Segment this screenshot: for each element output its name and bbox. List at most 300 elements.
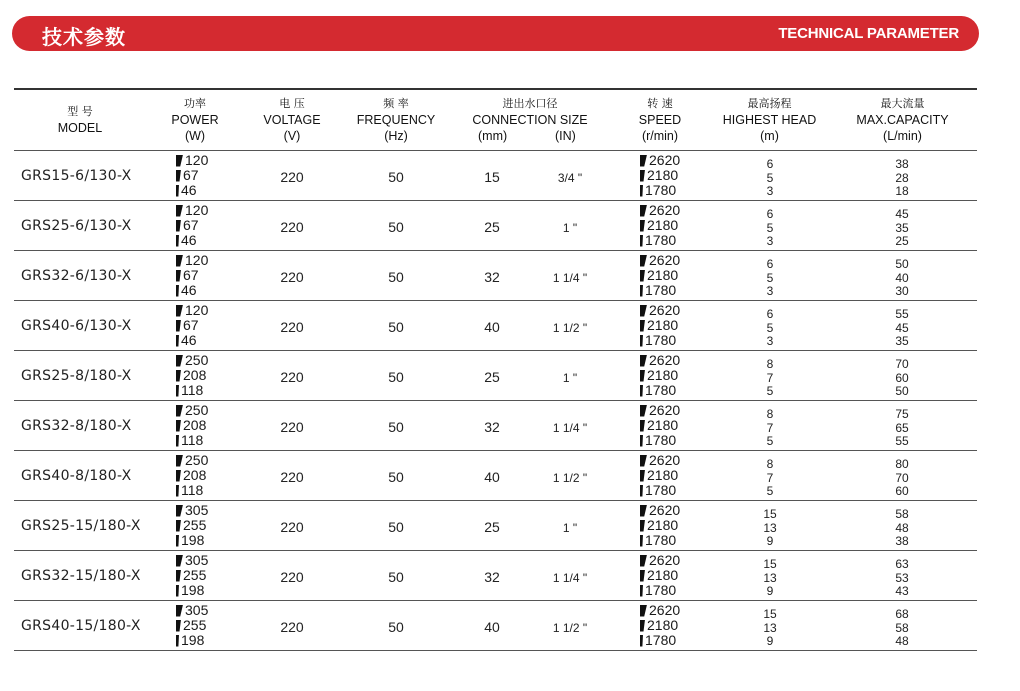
speed-wedge-icon <box>176 220 181 232</box>
capacity-list <box>872 558 932 599</box>
head-list <box>740 508 800 549</box>
power-value: 120 <box>185 252 209 268</box>
power-value: 118 <box>181 482 204 498</box>
speed-wedge-icon <box>640 370 645 382</box>
speed-wedge-icon <box>176 270 181 282</box>
head-list <box>740 558 800 599</box>
capacity-value: 18 <box>895 184 909 198</box>
capacity-value: 80 <box>895 457 909 471</box>
speed-level <box>640 318 680 333</box>
capacity-list <box>872 608 932 649</box>
speed-level <box>640 603 680 618</box>
head-list <box>740 358 800 399</box>
speed-value: 1780 <box>645 232 677 248</box>
row-divider <box>14 250 977 251</box>
connection-mm-value: 32 <box>484 419 500 435</box>
power-level <box>176 183 208 198</box>
voltage-value: 220 <box>280 369 304 385</box>
power-level <box>176 383 208 398</box>
speed-level <box>640 583 680 598</box>
speed-value: 2620 <box>649 352 681 368</box>
power-value: 305 <box>185 502 209 518</box>
power-list <box>176 253 208 298</box>
capacity-value: 48 <box>895 520 909 535</box>
speed-value: 1780 <box>645 332 677 348</box>
speed-value: 2620 <box>649 152 681 168</box>
speed-wedge-icon <box>176 520 181 532</box>
speed-wedge-icon <box>640 305 647 317</box>
speed-level <box>640 253 680 268</box>
connection-inch-value: 1 " <box>562 221 578 235</box>
head-value: 5 <box>766 220 774 235</box>
speed-level <box>640 303 680 318</box>
speed-wedge-icon <box>176 535 179 547</box>
power-value: 198 <box>181 532 205 548</box>
speed-level <box>640 153 680 168</box>
power-list <box>176 553 208 598</box>
header-speed: 转 速 SPEED (r/min) <box>638 97 682 143</box>
capacity-value: 50 <box>895 384 909 398</box>
speed-level <box>640 383 680 398</box>
speed-wedge-icon <box>640 385 643 397</box>
power-level <box>176 618 208 633</box>
speed-level <box>640 283 680 298</box>
speed-value: 1780 <box>645 582 677 598</box>
power-level <box>176 633 208 648</box>
capacity-value: 68 <box>895 607 909 621</box>
power-level <box>176 233 208 248</box>
power-list <box>176 303 208 348</box>
row-divider <box>14 650 977 651</box>
table-top-rule <box>14 88 977 90</box>
capacity-value: 53 <box>895 570 909 585</box>
speed-wedge-icon <box>640 505 647 517</box>
speed-wedge-icon <box>640 405 647 417</box>
speed-level <box>640 533 680 548</box>
frequency-value: 50 <box>388 369 404 385</box>
head-value: 5 <box>766 320 774 335</box>
head-list <box>740 458 800 499</box>
power-value: 67 <box>183 217 199 233</box>
connection-mm-value: 15 <box>484 169 500 185</box>
capacity-list <box>872 458 932 499</box>
power-value: 208 <box>183 467 207 483</box>
power-level <box>176 318 208 333</box>
power-list <box>176 153 208 198</box>
connection-mm-value: 32 <box>484 569 500 585</box>
speed-level <box>640 183 680 198</box>
capacity-value: 38 <box>895 157 909 171</box>
power-list <box>176 453 208 498</box>
head-value: 8 <box>766 407 774 421</box>
head-value: 7 <box>766 470 774 485</box>
capacity-value: 45 <box>895 207 909 221</box>
speed-wedge-icon <box>640 520 645 532</box>
capacity-value: 25 <box>895 234 909 248</box>
speed-wedge-icon <box>640 205 647 217</box>
speed-value: 2180 <box>647 217 679 233</box>
capacity-value: 30 <box>895 284 909 298</box>
capacity-list <box>872 208 932 249</box>
speed-value: 1780 <box>645 382 677 398</box>
frequency-value: 50 <box>388 619 404 635</box>
speed-level <box>640 403 680 418</box>
head-value: 7 <box>766 370 774 385</box>
speed-level <box>640 483 680 498</box>
speed-value: 1780 <box>645 482 677 498</box>
speed-wedge-icon <box>176 185 179 197</box>
head-value: 3 <box>766 334 774 348</box>
speed-wedge-icon <box>640 185 643 197</box>
speed-wedge-icon <box>176 155 183 167</box>
speed-value: 2180 <box>647 617 679 633</box>
voltage-value: 220 <box>280 519 304 535</box>
frequency-value: 50 <box>388 519 404 535</box>
speed-level <box>640 218 680 233</box>
head-value: 5 <box>766 384 774 398</box>
speed-wedge-icon <box>640 470 645 482</box>
model-name: GRS40-8/180-X <box>21 468 132 484</box>
head-value: 3 <box>766 184 774 198</box>
speed-level <box>640 518 680 533</box>
power-value: 46 <box>181 332 197 348</box>
speed-wedge-icon <box>640 570 645 582</box>
speed-wedge-icon <box>176 585 179 597</box>
speed-list <box>640 603 680 648</box>
speed-wedge-icon <box>640 335 643 347</box>
connection-mm-value: 40 <box>484 469 500 485</box>
speed-wedge-icon <box>176 355 183 367</box>
head-value: 15 <box>763 607 777 621</box>
speed-value: 1780 <box>645 282 677 298</box>
speed-wedge-icon <box>176 285 179 297</box>
capacity-value: 70 <box>895 470 909 485</box>
row-divider <box>14 400 977 401</box>
speed-wedge-icon <box>640 485 643 497</box>
power-list <box>176 403 208 448</box>
speed-wedge-icon <box>176 635 179 647</box>
speed-value: 2180 <box>647 517 679 533</box>
power-value: 118 <box>181 432 204 448</box>
power-value: 120 <box>185 152 209 168</box>
speed-value: 2180 <box>647 267 679 283</box>
speed-wedge-icon <box>176 405 183 417</box>
speed-wedge-icon <box>640 620 645 632</box>
capacity-value: 38 <box>895 534 909 548</box>
row-divider <box>14 600 977 601</box>
power-value: 250 <box>185 352 209 368</box>
head-value: 3 <box>766 284 774 298</box>
voltage-value: 220 <box>280 569 304 585</box>
capacity-value: 45 <box>895 320 909 335</box>
head-value: 3 <box>766 234 774 248</box>
power-level <box>176 468 208 483</box>
power-value: 305 <box>185 602 209 618</box>
model-name: GRS32-15/180-X <box>21 568 141 584</box>
speed-wedge-icon <box>640 355 647 367</box>
speed-value: 2180 <box>647 567 679 583</box>
power-level <box>176 333 208 348</box>
speed-wedge-icon <box>176 385 179 397</box>
power-level <box>176 533 208 548</box>
speed-wedge-icon <box>640 435 643 447</box>
power-level <box>176 583 208 598</box>
speed-value: 2180 <box>647 417 679 433</box>
power-value: 208 <box>183 367 207 383</box>
speed-wedge-icon <box>640 235 643 247</box>
power-value: 255 <box>183 567 207 583</box>
power-value: 118 <box>181 382 204 398</box>
capacity-value: 55 <box>895 434 909 448</box>
header-voltage: 电 压 VOLTAGE (V) <box>263 97 321 143</box>
capacity-value: 50 <box>895 257 909 271</box>
speed-value: 2180 <box>647 467 679 483</box>
capacity-list <box>872 258 932 299</box>
power-level <box>176 453 208 468</box>
speed-wedge-icon <box>176 620 181 632</box>
head-value: 5 <box>766 484 774 498</box>
header-connection-size: 进出水口径 CONNECTION SIZE (mm) (IN) <box>472 97 588 143</box>
capacity-value: 35 <box>895 334 909 348</box>
speed-value: 2620 <box>649 302 681 318</box>
power-level <box>176 518 208 533</box>
frequency-value: 50 <box>388 319 404 335</box>
connection-mm-value: 40 <box>484 319 500 335</box>
head-value: 5 <box>766 270 774 285</box>
frequency-value: 50 <box>388 569 404 585</box>
model-name: GRS25-6/130-X <box>21 218 132 234</box>
power-value: 67 <box>183 317 199 333</box>
head-value: 5 <box>766 170 774 185</box>
row-divider <box>14 350 977 351</box>
power-value: 305 <box>185 552 209 568</box>
head-value: 13 <box>763 620 777 635</box>
capacity-value: 63 <box>895 557 909 571</box>
speed-list <box>640 203 680 248</box>
head-value: 5 <box>766 434 774 448</box>
speed-wedge-icon <box>640 170 645 182</box>
capacity-list <box>872 158 932 199</box>
head-list <box>740 608 800 649</box>
power-level <box>176 483 208 498</box>
power-list <box>176 353 208 398</box>
speed-level <box>640 203 680 218</box>
speed-wedge-icon <box>176 605 183 617</box>
power-value: 250 <box>185 452 209 468</box>
speed-wedge-icon <box>176 235 179 247</box>
speed-list <box>640 153 680 198</box>
speed-level <box>640 168 680 183</box>
power-level <box>176 268 208 283</box>
speed-list <box>640 403 680 448</box>
power-value: 255 <box>183 517 207 533</box>
speed-value: 2620 <box>649 202 681 218</box>
power-level <box>176 153 208 168</box>
capacity-list <box>872 308 932 349</box>
row-divider <box>14 300 977 301</box>
speed-level <box>640 368 680 383</box>
capacity-value: 35 <box>895 220 909 235</box>
row-divider <box>14 550 977 551</box>
frequency-value: 50 <box>388 419 404 435</box>
voltage-value: 220 <box>280 419 304 435</box>
power-level <box>176 303 208 318</box>
model-name: GRS25-15/180-X <box>21 518 141 534</box>
capacity-value: 48 <box>895 634 909 648</box>
power-value: 46 <box>181 282 197 298</box>
power-level <box>176 433 208 448</box>
power-value: 120 <box>185 202 209 218</box>
speed-wedge-icon <box>640 635 643 647</box>
power-level <box>176 253 208 268</box>
power-level <box>176 603 208 618</box>
header-power: 功率 POWER (W) <box>171 97 219 143</box>
frequency-value: 50 <box>388 269 404 285</box>
speed-wedge-icon <box>176 455 183 467</box>
model-name: GRS40-15/180-X <box>21 618 141 634</box>
row-divider <box>14 500 977 501</box>
speed-value: 2620 <box>649 452 681 468</box>
header-model: 型 号 MODEL <box>57 105 103 135</box>
speed-level <box>640 468 680 483</box>
speed-wedge-icon <box>640 220 645 232</box>
power-level <box>176 368 208 383</box>
head-value: 9 <box>766 534 774 548</box>
connection-inch-value: 1 " <box>562 521 578 535</box>
capacity-list <box>872 508 932 549</box>
speed-level <box>640 333 680 348</box>
power-level <box>176 168 208 183</box>
power-value: 198 <box>181 632 205 648</box>
speed-list <box>640 303 680 348</box>
head-list <box>740 408 800 449</box>
title-banner <box>12 16 979 51</box>
speed-wedge-icon <box>640 155 647 167</box>
row-divider <box>14 450 977 451</box>
power-value: 120 <box>185 302 209 318</box>
capacity-value: 28 <box>895 170 909 185</box>
model-name: GRS15-6/130-X <box>21 168 132 184</box>
speed-level <box>640 233 680 248</box>
voltage-value: 220 <box>280 319 304 335</box>
speed-level <box>640 453 680 468</box>
capacity-value: 75 <box>895 407 909 421</box>
voltage-value: 220 <box>280 219 304 235</box>
speed-wedge-icon <box>176 420 181 432</box>
speed-wedge-icon <box>176 485 179 497</box>
speed-wedge-icon <box>640 585 643 597</box>
connection-inch-value: 1 1/2 " <box>552 471 588 485</box>
power-level <box>176 503 208 518</box>
connection-inch-value: 3/4 " <box>557 171 583 185</box>
banner-title-en: TECHNICAL PARAMETER <box>778 25 959 42</box>
head-value: 13 <box>763 570 777 585</box>
connection-inch-value: 1 1/2 " <box>552 321 588 335</box>
speed-wedge-icon <box>176 370 181 382</box>
frequency-value: 50 <box>388 219 404 235</box>
voltage-value: 220 <box>280 169 304 185</box>
speed-list <box>640 253 680 298</box>
speed-wedge-icon <box>176 470 181 482</box>
speed-value: 2180 <box>647 367 679 383</box>
speed-value: 1780 <box>645 532 677 548</box>
speed-wedge-icon <box>176 255 183 267</box>
speed-wedge-icon <box>176 205 183 217</box>
power-list <box>176 203 208 248</box>
speed-level <box>640 418 680 433</box>
capacity-value: 43 <box>895 584 909 598</box>
head-value: 6 <box>766 157 774 171</box>
speed-level <box>640 633 680 648</box>
connection-mm-value: 25 <box>484 219 500 235</box>
power-list <box>176 503 208 548</box>
power-level <box>176 553 208 568</box>
head-value: 6 <box>766 207 774 221</box>
speed-value: 2620 <box>649 402 681 418</box>
connection-mm-value: 25 <box>484 519 500 535</box>
speed-value: 2620 <box>649 602 681 618</box>
speed-wedge-icon <box>640 455 647 467</box>
frequency-value: 50 <box>388 169 404 185</box>
power-level <box>176 218 208 233</box>
speed-wedge-icon <box>640 320 645 332</box>
speed-value: 1780 <box>645 182 677 198</box>
voltage-value: 220 <box>280 269 304 285</box>
connection-mm-value: 25 <box>484 369 500 385</box>
speed-level <box>640 268 680 283</box>
capacity-value: 65 <box>895 420 909 435</box>
speed-wedge-icon <box>640 285 643 297</box>
speed-value: 2620 <box>649 502 681 518</box>
model-name: GRS25-8/180-X <box>21 368 132 384</box>
speed-wedge-icon <box>176 555 183 567</box>
speed-list <box>640 353 680 398</box>
speed-wedge-icon <box>176 170 181 182</box>
speed-wedge-icon <box>640 420 645 432</box>
power-level <box>176 403 208 418</box>
capacity-value: 58 <box>895 620 909 635</box>
speed-level <box>640 353 680 368</box>
speed-list <box>640 553 680 598</box>
power-value: 67 <box>183 167 199 183</box>
capacity-value: 60 <box>895 484 909 498</box>
speed-value: 2180 <box>647 317 679 333</box>
connection-inch-value: 1 1/4 " <box>552 421 588 435</box>
speed-wedge-icon <box>176 435 179 447</box>
connection-inch-value: 1 1/2 " <box>552 621 588 635</box>
header-highest-head: 最高扬程 HIGHEST HEAD (m) <box>722 97 817 143</box>
power-list <box>176 603 208 648</box>
capacity-list <box>872 408 932 449</box>
head-value: 7 <box>766 420 774 435</box>
head-value: 8 <box>766 457 774 471</box>
voltage-value: 220 <box>280 619 304 635</box>
head-value: 13 <box>763 520 777 535</box>
header-max-capacity: 最大流量 MAX.CAPACITY (L/min) <box>856 97 949 143</box>
header-frequency: 频 率 FREQUENCY (Hz) <box>356 97 436 143</box>
speed-wedge-icon <box>176 505 183 517</box>
power-value: 46 <box>181 182 197 198</box>
capacity-value: 70 <box>895 357 909 371</box>
speed-list <box>640 453 680 498</box>
speed-level <box>640 568 680 583</box>
capacity-value: 40 <box>895 270 909 285</box>
speed-wedge-icon <box>640 270 645 282</box>
capacity-value: 60 <box>895 370 909 385</box>
connection-mm-value: 40 <box>484 619 500 635</box>
header-rule <box>14 150 977 151</box>
speed-wedge-icon <box>640 605 647 617</box>
